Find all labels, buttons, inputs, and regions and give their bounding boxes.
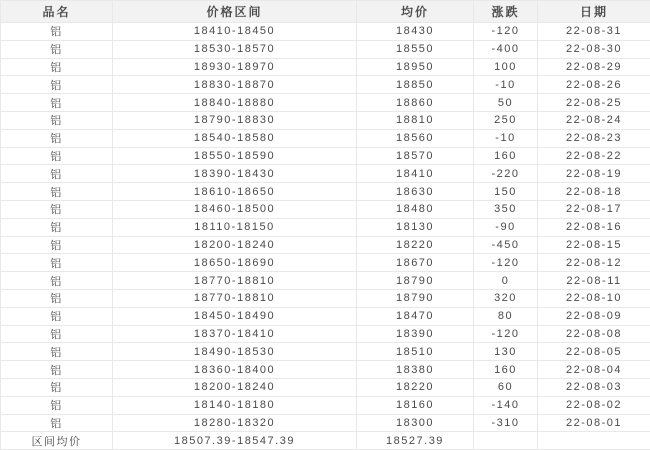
cell-avg-price: 18850 bbox=[357, 76, 474, 94]
cell-change: 250 bbox=[474, 111, 538, 129]
cell-date: 22-08-02 bbox=[538, 396, 650, 414]
cell-date: 22-08-12 bbox=[538, 254, 650, 272]
table-row bbox=[1, 147, 650, 165]
cell-avg-price: 18810 bbox=[357, 111, 474, 129]
cell-avg-price: 18220 bbox=[357, 236, 474, 254]
table-row bbox=[1, 325, 650, 343]
cell-date: 22-08-03 bbox=[538, 378, 650, 396]
table-row bbox=[1, 236, 650, 254]
table-row bbox=[1, 129, 650, 147]
table-row bbox=[1, 396, 650, 414]
cell-footer-price-range: 18507.39-18547.39 bbox=[113, 432, 357, 450]
cell-date: 22-08-18 bbox=[538, 183, 650, 201]
table-header bbox=[1, 1, 650, 23]
cell-date: 22-08-01 bbox=[538, 414, 650, 432]
cell-avg-price: 18630 bbox=[357, 183, 474, 201]
cell-price-range: 18530-18570 bbox=[113, 40, 357, 58]
cell-product: 铝 bbox=[1, 94, 113, 112]
table-row bbox=[1, 343, 650, 361]
cell-price-range: 18540-18580 bbox=[113, 129, 357, 147]
cell-price-range: 18390-18430 bbox=[113, 165, 357, 183]
cell-change: -310 bbox=[474, 414, 538, 432]
cell-change: 320 bbox=[474, 289, 538, 307]
cell-price-range: 18930-18970 bbox=[113, 58, 357, 76]
cell-change: -400 bbox=[474, 40, 538, 58]
cell-date: 22-08-23 bbox=[538, 129, 650, 147]
cell-change: 80 bbox=[474, 307, 538, 325]
cell-product: 铝 bbox=[1, 76, 113, 94]
cell-date: 22-08-24 bbox=[538, 111, 650, 129]
cell-price-range: 18360-18400 bbox=[113, 361, 357, 379]
cell-date: 22-08-11 bbox=[538, 272, 650, 290]
cell-change: -140 bbox=[474, 396, 538, 414]
cell-change: 130 bbox=[474, 343, 538, 361]
cell-change: -120 bbox=[474, 325, 538, 343]
cell-product: 铝 bbox=[1, 165, 113, 183]
table-row bbox=[1, 378, 650, 396]
footer-row bbox=[1, 432, 650, 450]
cell-price-range: 18610-18650 bbox=[113, 183, 357, 201]
cell-change: 350 bbox=[474, 200, 538, 218]
col-header-price-range: 价格区间 bbox=[113, 1, 357, 23]
cell-avg-price: 18470 bbox=[357, 307, 474, 325]
cell-date: 22-08-05 bbox=[538, 343, 650, 361]
table-footer bbox=[1, 432, 650, 450]
cell-price-range: 18200-18240 bbox=[113, 236, 357, 254]
cell-change: 0 bbox=[474, 272, 538, 290]
cell-footer-date bbox=[538, 432, 650, 450]
cell-change: 50 bbox=[474, 94, 538, 112]
table-row bbox=[1, 307, 650, 325]
cell-date: 22-08-09 bbox=[538, 307, 650, 325]
cell-date: 22-08-08 bbox=[538, 325, 650, 343]
cell-change: -10 bbox=[474, 129, 538, 147]
cell-product: 铝 bbox=[1, 129, 113, 147]
cell-change: -90 bbox=[474, 218, 538, 236]
cell-avg-price: 18560 bbox=[357, 129, 474, 147]
cell-date: 22-08-16 bbox=[538, 218, 650, 236]
cell-avg-price: 18380 bbox=[357, 361, 474, 379]
cell-product: 铝 bbox=[1, 200, 113, 218]
cell-avg-price: 18390 bbox=[357, 325, 474, 343]
table-row bbox=[1, 289, 650, 307]
cell-avg-price: 18790 bbox=[357, 272, 474, 290]
cell-product: 铝 bbox=[1, 378, 113, 396]
cell-change: 160 bbox=[474, 361, 538, 379]
table-row bbox=[1, 111, 650, 129]
cell-change: -10 bbox=[474, 76, 538, 94]
cell-product: 铝 bbox=[1, 236, 113, 254]
table-row bbox=[1, 23, 650, 41]
cell-price-range: 18550-18590 bbox=[113, 147, 357, 165]
cell-price-range: 18770-18810 bbox=[113, 289, 357, 307]
table-body bbox=[1, 23, 650, 432]
cell-date: 22-08-15 bbox=[538, 236, 650, 254]
cell-avg-price: 18220 bbox=[357, 378, 474, 396]
cell-product: 铝 bbox=[1, 289, 113, 307]
cell-date: 22-08-22 bbox=[538, 147, 650, 165]
cell-product: 铝 bbox=[1, 147, 113, 165]
cell-product: 铝 bbox=[1, 414, 113, 432]
cell-price-range: 18200-18240 bbox=[113, 378, 357, 396]
cell-avg-price: 18130 bbox=[357, 218, 474, 236]
cell-footer-avg-price: 18527.39 bbox=[357, 432, 474, 450]
cell-date: 22-08-30 bbox=[538, 40, 650, 58]
col-header-change: 涨跌 bbox=[474, 1, 538, 23]
col-header-avg-price: 均价 bbox=[357, 1, 474, 23]
table-row bbox=[1, 76, 650, 94]
cell-product: 铝 bbox=[1, 23, 113, 41]
cell-footer-change bbox=[474, 432, 538, 450]
cell-price-range: 18280-18320 bbox=[113, 414, 357, 432]
cell-product: 铝 bbox=[1, 361, 113, 379]
cell-change: -120 bbox=[474, 23, 538, 41]
table-row bbox=[1, 94, 650, 112]
cell-date: 22-08-25 bbox=[538, 94, 650, 112]
cell-product: 铝 bbox=[1, 325, 113, 343]
cell-change: -120 bbox=[474, 254, 538, 272]
cell-date: 22-08-17 bbox=[538, 200, 650, 218]
cell-avg-price: 18160 bbox=[357, 396, 474, 414]
cell-change: -220 bbox=[474, 165, 538, 183]
col-header-product: 品名 bbox=[1, 1, 113, 23]
cell-price-range: 18450-18490 bbox=[113, 307, 357, 325]
cell-price-range: 18140-18180 bbox=[113, 396, 357, 414]
cell-product: 铝 bbox=[1, 58, 113, 76]
table-row bbox=[1, 414, 650, 432]
cell-price-range: 18490-18530 bbox=[113, 343, 357, 361]
cell-product: 铝 bbox=[1, 40, 113, 58]
cell-price-range: 18770-18810 bbox=[113, 272, 357, 290]
cell-date: 22-08-10 bbox=[538, 289, 650, 307]
cell-price-range: 18830-18870 bbox=[113, 76, 357, 94]
cell-price-range: 18840-18880 bbox=[113, 94, 357, 112]
cell-price-range: 18110-18150 bbox=[113, 218, 357, 236]
table-row bbox=[1, 272, 650, 290]
cell-product: 铝 bbox=[1, 183, 113, 201]
table-row bbox=[1, 218, 650, 236]
cell-date: 22-08-04 bbox=[538, 361, 650, 379]
cell-avg-price: 18430 bbox=[357, 23, 474, 41]
cell-product: 铝 bbox=[1, 218, 113, 236]
cell-avg-price: 18670 bbox=[357, 254, 474, 272]
cell-avg-price: 18410 bbox=[357, 165, 474, 183]
cell-avg-price: 18790 bbox=[357, 289, 474, 307]
cell-date: 22-08-19 bbox=[538, 165, 650, 183]
cell-avg-price: 18550 bbox=[357, 40, 474, 58]
cell-change: 100 bbox=[474, 58, 538, 76]
cell-change: 160 bbox=[474, 147, 538, 165]
cell-change: 60 bbox=[474, 378, 538, 396]
cell-price-range: 18790-18830 bbox=[113, 111, 357, 129]
cell-date: 22-08-26 bbox=[538, 76, 650, 94]
cell-date: 22-08-29 bbox=[538, 58, 650, 76]
cell-avg-price: 18480 bbox=[357, 200, 474, 218]
cell-change: 150 bbox=[474, 183, 538, 201]
table-row bbox=[1, 200, 650, 218]
cell-avg-price: 18950 bbox=[357, 58, 474, 76]
table-row bbox=[1, 40, 650, 58]
cell-product: 铝 bbox=[1, 343, 113, 361]
cell-product: 铝 bbox=[1, 396, 113, 414]
cell-date: 22-08-31 bbox=[538, 23, 650, 41]
cell-avg-price: 18300 bbox=[357, 414, 474, 432]
col-header-date: 日期 bbox=[538, 1, 650, 23]
cell-product: 铝 bbox=[1, 111, 113, 129]
table-row bbox=[1, 165, 650, 183]
cell-change: -450 bbox=[474, 236, 538, 254]
cell-footer-label: 区间均价 bbox=[1, 432, 113, 450]
cell-price-range: 18460-18500 bbox=[113, 200, 357, 218]
cell-product: 铝 bbox=[1, 254, 113, 272]
table-row bbox=[1, 254, 650, 272]
table-row bbox=[1, 361, 650, 379]
header-row bbox=[1, 1, 650, 23]
table-row bbox=[1, 58, 650, 76]
cell-price-range: 18410-18450 bbox=[113, 23, 357, 41]
cell-avg-price: 18570 bbox=[357, 147, 474, 165]
cell-price-range: 18370-18410 bbox=[113, 325, 357, 343]
cell-avg-price: 18860 bbox=[357, 94, 474, 112]
cell-product: 铝 bbox=[1, 307, 113, 325]
table-row bbox=[1, 183, 650, 201]
cell-price-range: 18650-18690 bbox=[113, 254, 357, 272]
cell-product: 铝 bbox=[1, 272, 113, 290]
cell-avg-price: 18510 bbox=[357, 343, 474, 361]
